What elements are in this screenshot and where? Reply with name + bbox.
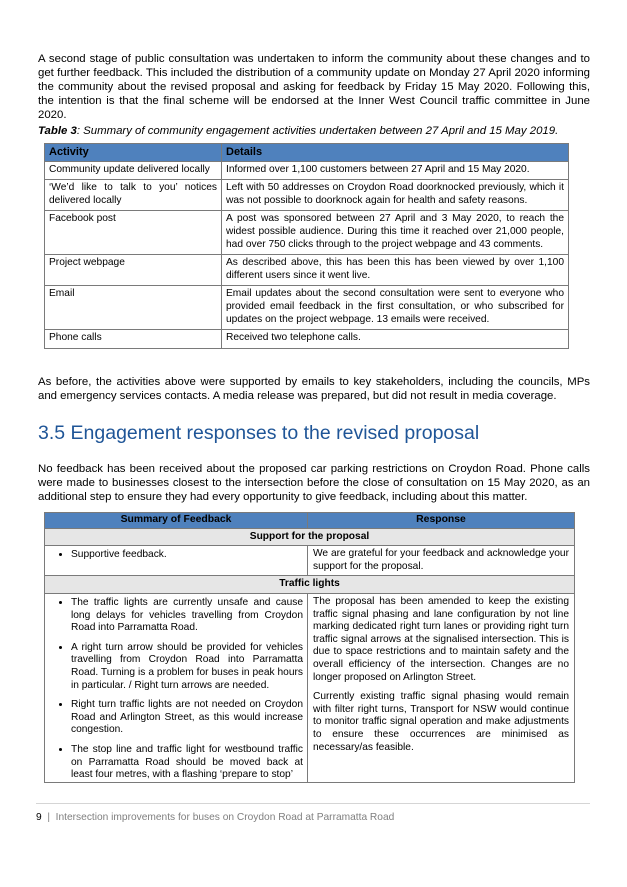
table-row <box>45 255 569 286</box>
section-paragraph: No feedback has been received about the proposed car parking restrictions on Croydon Road. Phone calls were made to businesses closest to the intersection before the close of consultation on 15 May 2020, as an additional step to ensure they had every opportunity to give feedback, including about this matter. <box>38 463 590 503</box>
feedback-response-table <box>44 512 575 783</box>
table3-caption-label: Table 3 <box>38 125 77 137</box>
response-cell <box>308 546 575 576</box>
list-item: • The traffic lights are currently unsafe and cause long delays for vehicles travelling from Croydon Road into Parramatta Road. <box>71 597 303 635</box>
details-cell: A post was sponsored between 27 April and 3 May 2020, to reach the widest possible audience. During this time it reached over 21,000 people, had over 750 clicks through to the project webpage and 43 comments. <box>222 211 569 255</box>
response-cell <box>308 593 575 782</box>
details-cell: Email updates about the second consultation were sent to everyone who provided email feedback in the first consultation, or who subscribed for updates on the project webpage. 13 emails were received. <box>222 286 569 330</box>
table3-caption <box>38 124 598 138</box>
details-cell: Informed over 1,100 customers between 27 April and 15 May 2020. <box>222 161 569 180</box>
table-row <box>45 546 575 576</box>
engagement-activities-table <box>44 143 569 349</box>
table3-header-details: Details <box>222 144 569 162</box>
feedback-list <box>49 597 303 782</box>
table-row <box>45 286 569 330</box>
section-row-traffic-lights <box>45 576 575 594</box>
footer-title: Intersection improvements for buses on Croydon Road at Parramatta Road <box>55 812 395 823</box>
feedback-cell <box>45 546 308 576</box>
table4-header-response: Response <box>308 513 575 529</box>
response-text: Currently existing traffic signal phasing would remain with filter right turns, Transport for NSW would continue to monitor traffic signal operation and make adjustments to ensure these occurrences are minimised as necessary/as feasible. <box>313 691 569 753</box>
activity-cell: Phone calls <box>45 330 222 349</box>
section-row-support <box>45 528 575 546</box>
table-row <box>45 180 569 211</box>
footer-separator: | <box>47 812 50 823</box>
details-cell: Received two telephone calls. <box>222 330 569 349</box>
list-item: • The stop line and traffic light for westbound traffic on Parramatta Road should be moved back at least four metres, with a flashing ‘prepare to stop’ <box>71 744 303 782</box>
table3-header-activity: Activity <box>45 144 222 162</box>
table-row <box>45 330 569 349</box>
response-text: The proposal has been amended to keep the existing traffic signal phasing and lane configuration by not line marking dedicated right turn lanes or providing right turn traffic signal arrows at the signalised intersection. This is due to space restrictions and to maintain safety and the overall efficiency of the intersection. Changes are no longer proposed on Arlington Street. <box>313 595 569 683</box>
response-text: We are grateful for your feedback and acknowledge your support for the proposal. <box>313 548 569 572</box>
activity-cell: ‘We’d like to talk to you’ notices delivered locally <box>45 180 222 211</box>
table-row <box>45 211 569 255</box>
details-cell: As described above, this has been this has been viewed by over 1,100 different users since it went live. <box>222 255 569 286</box>
page-footer <box>36 812 394 823</box>
activity-cell: Email <box>45 286 222 330</box>
feedback-cell <box>45 593 308 782</box>
section-title: Engagement responses to the revised proposal <box>70 422 480 444</box>
table3-header-row <box>45 144 569 162</box>
table-row <box>45 161 569 180</box>
section-title-support: Support for the proposal <box>45 528 575 546</box>
page-number: 9 <box>36 812 42 823</box>
table4-header-row <box>45 513 575 529</box>
activity-cell: Community update delivered locally <box>45 161 222 180</box>
table4-header-feedback: Summary of Feedback <box>45 513 308 529</box>
activity-cell: Project webpage <box>45 255 222 286</box>
section-number: 3.5 <box>38 422 66 444</box>
details-cell: Left with 50 addresses on Croydon Road doorknocked previously, which it was not possible to doorknock again for health and safety reasons. <box>222 180 569 211</box>
section-heading <box>38 422 479 444</box>
list-item: • Supportive feedback. <box>71 549 303 562</box>
intro-paragraph: A second stage of public consultation was undertaken to inform the community about these changes and to get further feedback. This included the distribution of a community update on Monday 27 April 2020 informing the community about the revised proposal and asking for feedback by Friday 15 May 2020. Following this, the intention is that the final scheme will be endorsed at the Inner West Council traffic committee in June 2020. <box>38 53 590 121</box>
section-title-traffic-lights: Traffic lights <box>45 576 575 594</box>
table-row <box>45 593 575 782</box>
list-item: • A right turn arrow should be provided for vehicles travelling from Croydon Road into Parramatta Road. Turning is a problem for buses in peak hours in particular. / Right turn arrows are needed. <box>71 642 303 692</box>
list-item: • Right turn traffic lights are not needed on Croydon Road and Arlington Street, as this would increase congestion. <box>71 699 303 737</box>
footer-divider <box>36 803 590 804</box>
activity-cell: Facebook post <box>45 211 222 255</box>
after-table-paragraph: As before, the activities above were supported by emails to key stakeholders, including the councils, MPs and emergency services contacts. A media release was prepared, but did not result in media coverage. <box>38 376 590 402</box>
table3-caption-text: : Summary of community engagement activities undertaken between 27 April and 15 May 2019. <box>76 125 559 137</box>
feedback-list <box>49 549 303 562</box>
